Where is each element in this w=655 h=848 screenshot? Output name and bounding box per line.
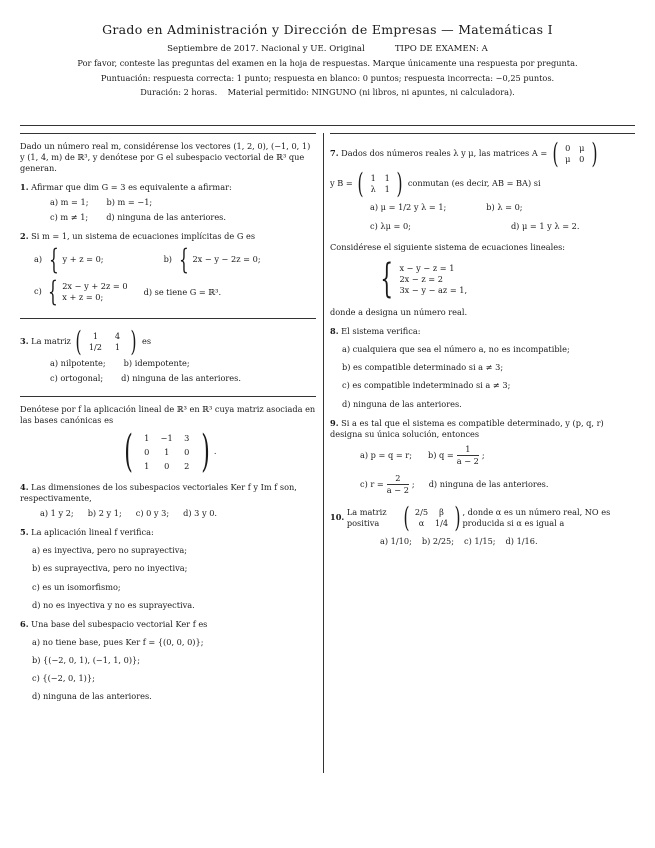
q1-number: 1.: [20, 182, 29, 193]
instructions: Por favor, conteste las preguntas del examen en la hoja de respuestas. Marque únicamente una respuesta por pregunta.: [77, 58, 578, 69]
q8-text: El sistema verifica:: [341, 326, 421, 337]
q9-number: 9.: [330, 417, 339, 428]
question-9: [330, 418, 635, 496]
q3-m22: 1: [114, 342, 121, 352]
question-3: [20, 325, 316, 384]
f-matrix-wrap: ( 1 −1 3 0 1 0 1 0 2 ) .: [20, 430, 316, 474]
q4-option-b[interactable]: b) 2 y 1;: [87, 508, 122, 519]
q10-option-c[interactable]: c) 1/15;: [464, 535, 496, 546]
question-5: [20, 527, 316, 610]
q3-option-d[interactable]: d) ninguna de las anteriores.: [121, 373, 241, 384]
q2-option-c-eq1: 2x − y + 2z = 0: [62, 281, 128, 292]
q9-option-d[interactable]: d) ninguna de las anteriores.: [428, 478, 549, 489]
question-2: [20, 231, 316, 309]
q10-option-a[interactable]: a) 1/10;: [380, 535, 412, 546]
left-top-rule: [20, 133, 316, 134]
q6-option-a[interactable]: a) no tiene base, pues Ker f = {(0, 0, 0)};: [32, 636, 204, 647]
q7-option-a[interactable]: a) μ = 1/2 y λ = 1;: [370, 202, 447, 212]
q7-option-c[interactable]: c) λμ = 0;: [370, 221, 411, 232]
q2-text: Si m = 1, un sistema de ecuaciones implícitas de G es: [31, 231, 256, 242]
q2-option-d[interactable]: d) se tiene G = ℝ³.: [143, 286, 222, 297]
q7-b12: 1: [384, 172, 390, 183]
q1-option-d[interactable]: d) ninguna de las anteriores.: [106, 212, 226, 223]
q4-option-c[interactable]: c) 0 y 3;: [135, 508, 170, 519]
q5-option-d[interactable]: d) no es inyectiva y no es suprayectiva.: [32, 599, 195, 610]
q3-number: 3.: [20, 336, 29, 347]
intro-system: Considérese el siguiente sistema de ecuaciones lineales:: [330, 242, 566, 253]
q8-option-c[interactable]: c) es compatible indeterminado si a ≠ 3;: [342, 380, 511, 391]
f-matrix-cell: 0: [184, 446, 190, 457]
column-divider: [323, 133, 324, 773]
exam-subtitle: Septiembre de 2017. Nacional y UE. Original: [167, 43, 365, 54]
exam-subtitle-line: [0, 44, 655, 56]
exam-title: Grado en Administración y Dirección de Empresas — Matemáticas I: [102, 22, 553, 37]
q6-option-d[interactable]: d) ninguna de las anteriores.: [32, 690, 152, 701]
q1-option-b[interactable]: b) m = −1;: [106, 197, 153, 208]
q7-text2: y B =: [330, 178, 353, 189]
q4-option-d[interactable]: d) 3 y 0.: [183, 508, 218, 519]
q7-matrix-a: ( 0 μ μ 0 ): [552, 137, 598, 170]
q9-option-a[interactable]: a) p = q = r;: [360, 449, 412, 460]
q7-b22: 1: [384, 184, 390, 194]
q10-option-b[interactable]: b) 2/25;: [421, 535, 455, 546]
intro-vectors: Dado un número real m, considérense los vectores (1, 2, 0), (−1, 0, 1) y (1, 4, m) de ℝ³, y denótese por G el subespacio vectorial de ℝ³ que generan.: [20, 141, 311, 174]
left-column: [20, 141, 316, 309]
q1-option-a[interactable]: a) m = 1;: [50, 197, 89, 208]
q2-option-b-eq: 2x − y − 2z = 0;: [192, 254, 261, 265]
question-6: [20, 619, 316, 702]
q7-b11: 1: [370, 172, 376, 183]
q7-b21: λ: [370, 184, 376, 194]
equation-system: { x − y − z = 1 2x − z = 2 3x − y − az = 1,: [380, 256, 468, 303]
q5-option-c[interactable]: c) es un isomorfismo;: [32, 581, 121, 592]
q1-text: Afirmar que dim G = 3 es equivalente a afirmar:: [31, 182, 232, 193]
q10-text: La matriz positiva: [346, 506, 387, 528]
f-matrix-cell: 0: [164, 460, 170, 471]
q6-text: Una base del subespacio vectorial Ker f es: [31, 618, 208, 629]
q5-option-b[interactable]: b) es suprayectiva, pero no inyectiva;: [32, 563, 188, 574]
q9-option-c-label: c) r =: [360, 478, 384, 489]
system-equation: x − y − z = 1: [399, 262, 455, 273]
exam-header: [0, 22, 655, 98]
q10-m21: α: [418, 517, 425, 528]
left-block-q3: [20, 325, 316, 384]
duration: Duración: 2 horas.: [140, 86, 218, 97]
q7-matrix-b: ( 1 1 λ 1 ): [357, 167, 403, 200]
q4-number: 4.: [20, 482, 29, 493]
q3-m12: 4: [114, 330, 121, 341]
q9-c-numerator: 2: [387, 473, 409, 485]
q7-a12: μ: [579, 142, 585, 153]
f-matrix-cell: 3: [184, 432, 190, 443]
q2-number: 2.: [20, 231, 29, 242]
q8-option-b[interactable]: b) es compatible determinado si a ≠ 3;: [342, 362, 504, 373]
q2-option-b[interactable]: b) { 2x − y − 2z = 0;: [163, 243, 261, 277]
q9-text: Si a es tal que el sistema es compatible determinado, y (p, q, r) designa su única solución, entonces: [330, 417, 604, 439]
f-matrix-cell: 2: [184, 460, 190, 471]
q9-c-denominator: a − 2: [386, 484, 409, 495]
q5-text: La aplicación lineal f verifica:: [31, 527, 154, 538]
exam-type: TIPO DE EXAMEN: A: [394, 43, 488, 54]
q3-text2: es: [141, 336, 152, 347]
q2-option-c-label: c): [34, 286, 42, 297]
question-8: [330, 326, 635, 409]
allowed-material: Material permitido: NINGUNO (ni libros, ni apuntes, ni calculadora).: [227, 86, 515, 97]
q2-option-a[interactable]: a) { y + z = 0;: [34, 243, 104, 277]
q2-option-c-eq2: x + z = 0;: [62, 292, 104, 303]
q3-m21: 1/2: [88, 342, 103, 352]
q9-option-c[interactable]: c) r = $\frac{2}{a - 2}$ ;: [360, 472, 415, 495]
q10-m12: β: [439, 506, 444, 517]
q9-b-numerator: 1: [457, 444, 479, 456]
q10-number: 10.: [330, 512, 345, 523]
q5-number: 5.: [20, 527, 29, 538]
q7-number: 7.: [330, 148, 339, 159]
left-rule-2: [20, 318, 316, 319]
q10-text2: , donde α es un número real, NO es producida si α es igual a: [462, 506, 611, 528]
q10-option-d[interactable]: d) 1/16.: [505, 535, 538, 546]
q4-option-a[interactable]: a) 1 y 2;: [40, 508, 74, 519]
q7-a21: μ: [565, 154, 571, 164]
q2-option-b-label: b): [163, 254, 172, 265]
q3-matrix: ( 1 4 1/2 1 ): [75, 325, 137, 358]
q6-option-b[interactable]: b) {(−2, 0, 1), (−1, 1, 0)};: [32, 654, 140, 665]
intro-after-system: donde a designa un número real.: [330, 307, 468, 318]
f-matrix: ( 1 −1 3 0 1 0 1 0 2 ): [123, 426, 210, 478]
q7-text3: conmutan (es decir, AB = BA) si: [407, 178, 541, 189]
q7-a11: 0: [565, 142, 571, 153]
f-matrix-cell: 1: [144, 432, 150, 443]
duration-line: [0, 87, 655, 98]
system-equation: 2x − z = 2: [399, 273, 443, 284]
q9-b-denominator: a − 2: [456, 455, 479, 466]
q9-option-b[interactable]: b) q = $\frac{1}{a - 2}$ ;: [427, 443, 485, 466]
f-matrix-cell: 1: [164, 446, 170, 457]
q3-option-a[interactable]: a) nilpotente;: [50, 358, 106, 368]
left-rule-3: [20, 396, 316, 397]
q10-m22: 1/4: [434, 517, 449, 528]
q1-option-c[interactable]: c) m ≠ 1;: [50, 212, 89, 223]
q3-text: La matriz: [31, 336, 71, 347]
question-1: [20, 182, 316, 223]
q5-option-a[interactable]: a) es inyectiva, pero no suprayectiva;: [32, 545, 187, 556]
question-10: [330, 500, 635, 547]
q8-number: 8.: [330, 326, 339, 337]
header-divider: [20, 125, 635, 126]
q10-m11: 2/5: [414, 506, 429, 517]
q3-option-b[interactable]: b) idempotente;: [123, 358, 190, 368]
q2-option-c[interactable]: c) { 2x − y + 2z = 0 x + z = 0;: [34, 275, 128, 309]
q7-option-b[interactable]: b) λ = 0;: [486, 202, 523, 212]
scoring: Puntuación: respuesta correcta: 1 punto; respuesta en blanco: 0 puntos; respuesta incorrecta: −0,25 puntos.: [100, 72, 555, 83]
q9-option-b-label: b) q =: [427, 449, 454, 460]
q8-option-d[interactable]: d) ninguna de las anteriores.: [342, 398, 462, 409]
q7-a22: 0: [579, 154, 585, 164]
question-7: [330, 137, 635, 232]
left-block-f: [20, 404, 316, 702]
q6-number: 6.: [20, 618, 29, 629]
system-equation: 3x − y − az = 1,: [399, 284, 468, 295]
q7-option-d[interactable]: d) μ = 1 y λ = 2.: [510, 221, 580, 232]
right-column: [330, 137, 635, 547]
right-top-rule: [330, 133, 635, 134]
q6-option-c[interactable]: c) {(−2, 0, 1)};: [32, 672, 95, 683]
f-matrix-cell: 1: [144, 460, 150, 471]
q2-option-a-label: a): [34, 254, 43, 265]
q2-option-a-eq: y + z = 0;: [62, 254, 104, 265]
q3-m11: 1: [92, 330, 99, 341]
question-4: [20, 482, 316, 519]
f-matrix-cell: −1: [160, 432, 173, 443]
intro-linear-map: Denótese por f la aplicación lineal de ℝ³ en ℝ³ cuya matriz asociada en las bases canónicas es: [20, 404, 316, 426]
q7-text: Dados dos números reales λ y μ, las matrices A =: [341, 148, 548, 159]
q4-text: Las dimensiones de los subespacios vectoriales Ker f y Im f son, respectivamente,: [20, 482, 297, 504]
f-matrix-cell: 0: [144, 446, 150, 457]
q10-matrix: ( 2/5 β α 1/4 ): [403, 500, 460, 534]
q3-option-c[interactable]: c) ortogonal;: [50, 373, 104, 384]
q8-option-a[interactable]: a) cualquiera que sea el número a, no es incompatible;: [342, 344, 570, 355]
